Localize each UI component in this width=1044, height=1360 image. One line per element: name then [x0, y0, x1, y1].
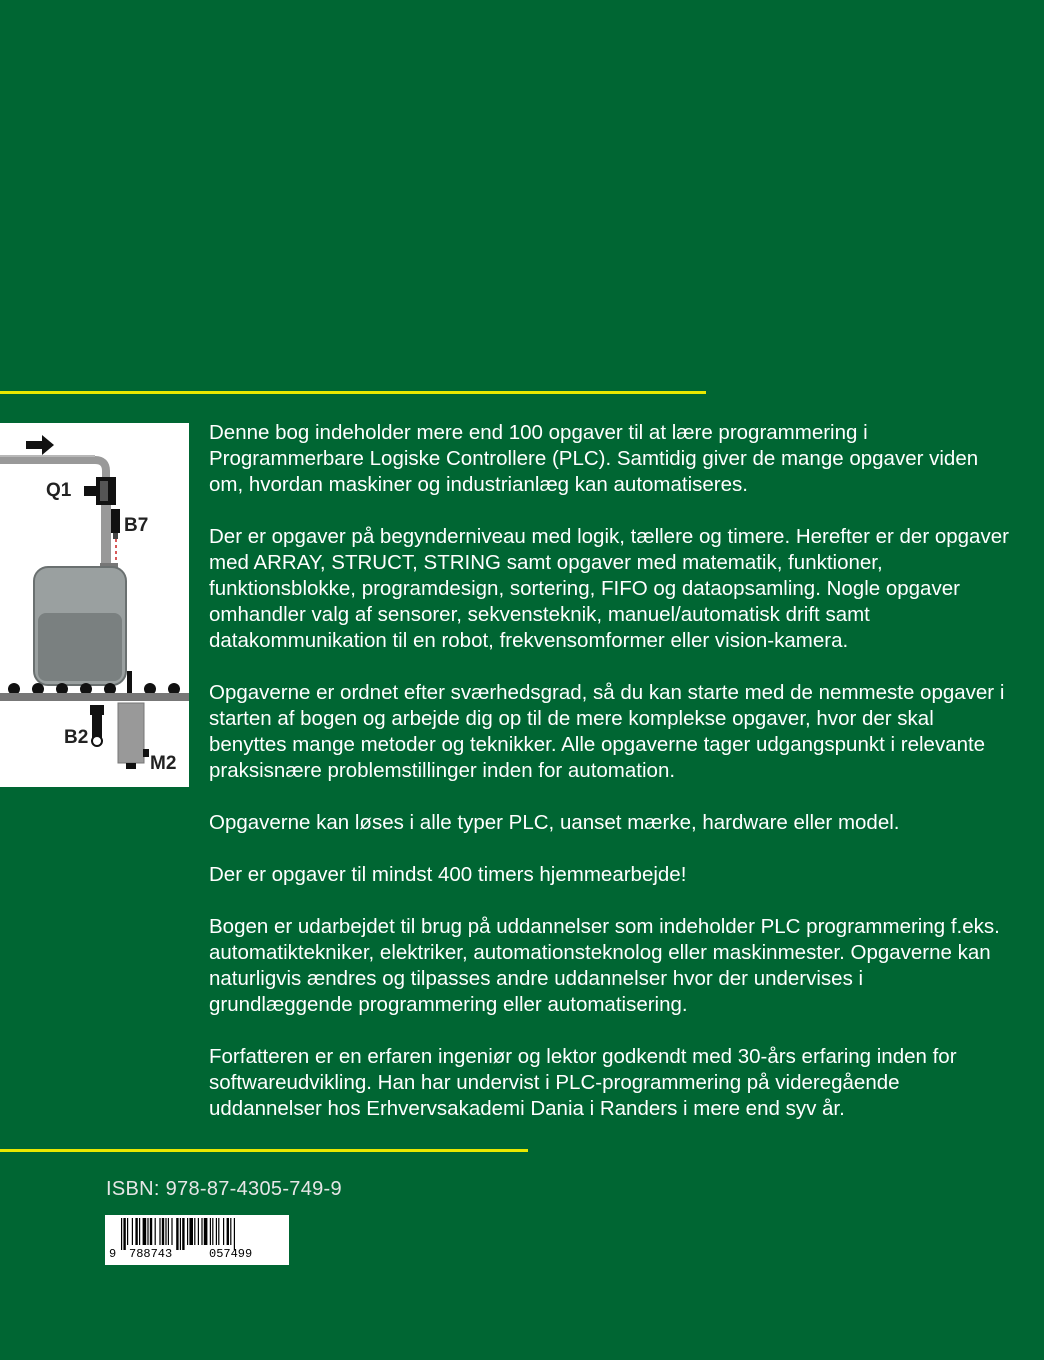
barcode-bar: [210, 1218, 211, 1245]
paragraph-plc-types: Opgaverne kan løses i alle typer PLC, uanset mærke, hardware eller model.: [209, 811, 900, 834]
paragraph-topics: Der er opgaver på begynderniveau med logik, tællere og timere. Herefter er der opgaver med ARRAY, STRUCT, STRING samt opgaver med matematik, funktioner, funktionsblokke, programdesign, sortering, FIFO og dataopsamling. Nogle opgaver omhandler valg af sensorer, sekvensteknik, manuel/automatisk drift samt datakommunikation til en robot, frekvensomformer eller vision-kamera.: [209, 525, 1009, 652]
barcode-bar: [123, 1218, 125, 1250]
barcode-bar: [121, 1218, 122, 1250]
barcode-bar: [155, 1218, 156, 1245]
barcode-bar: [165, 1218, 166, 1245]
filling-station-illustration: [0, 423, 189, 787]
barcode-digits-right: 057499: [209, 1247, 253, 1261]
barcode-bar: [223, 1218, 224, 1245]
barcode-bar: [159, 1218, 160, 1245]
barcode-bar: [171, 1218, 172, 1245]
barcode-bar: [147, 1218, 148, 1245]
barcode-bar: [234, 1218, 235, 1250]
barcode-bar: [143, 1218, 147, 1245]
barcode-bar: [176, 1218, 178, 1250]
flow-arrow-icon: [26, 435, 54, 455]
barcode-bar: [168, 1218, 169, 1245]
barcode-bar: [194, 1218, 195, 1245]
isbn-label: ISBN: 978-87-4305-749-9: [106, 1178, 342, 1200]
barcode-bar: [218, 1218, 219, 1245]
barcode-bar: [227, 1218, 229, 1245]
barcode-bar: [127, 1218, 128, 1245]
bottom-divider-line: [0, 1149, 528, 1152]
barcode-bar: [201, 1218, 202, 1245]
motor-m2: [118, 703, 149, 769]
back-cover-description: [209, 420, 1009, 1148]
liquid-canister: [34, 563, 126, 685]
paragraph-intro: Denne bog indeholder mere end 100 opgaver til at lære programmering i Programmerbare Logiske Controllere (PLC). Samtidig giver de mange opgaver viden om, hvordan maskiner og industrianlæg kan automatiseres.: [209, 421, 979, 496]
barcode-bar: [212, 1218, 213, 1245]
barcode-bar: [216, 1218, 217, 1245]
label-m2: M2: [150, 753, 177, 774]
paragraph-difficulty: Opgaverne er ordnet efter sværhedsgrad, så du kan starte med de nemmeste opgaver i starten af bogen og arbejde dig op til de mere komplekse opgaver, hvor der skal benyttes mange metoder og teknikker. Alle opgaverne tager udgangspunkt i relevante praksisnære problemstillinger inden for automation.: [209, 681, 1005, 782]
label-b7: B7: [124, 515, 149, 536]
barcode-digits-left: 788743: [129, 1247, 173, 1261]
barcode-bar: [198, 1218, 199, 1245]
paragraph-author: Forfatteren er en erfaren ingeniør og lektor godkendt med 30-års erfaring inden for softwareudvikling. Han har undervist i PLC-programmering på videregående uddannelser hos Erhvervsakademi Dania i Randers i mere end syv år.: [209, 1045, 957, 1120]
barcode-bar: [180, 1218, 181, 1250]
barcode-bar: [230, 1218, 231, 1245]
valve-q1: [84, 477, 116, 505]
barcode-bar: [135, 1218, 137, 1245]
paragraph-education: Bogen er udarbejdet til brug på uddannelser som indeholder PLC programmering f.eks. automatiktekniker, elektriker, automationsteknolog eller maskinmester. Opgaverne kan naturligvis ændres og tilpasses andre uddannelser hvor der undervises i grundlæggende programmering eller automatisering.: [209, 915, 1000, 1016]
label-q1: Q1: [46, 480, 72, 501]
paragraph-hours: Der er opgaver til mindst 400 timers hjemmearbejde!: [209, 863, 687, 886]
top-divider-line: [0, 391, 706, 394]
barcode-bar: [139, 1218, 140, 1245]
barcode-bar: [182, 1218, 184, 1250]
barcode-bar: [150, 1218, 152, 1245]
isbn-barcode: [105, 1215, 289, 1265]
barcode-digit-first: 9: [109, 1247, 117, 1261]
barcode-bar: [189, 1218, 193, 1245]
barcode-bar: [187, 1218, 188, 1245]
barcode-bar: [132, 1218, 133, 1245]
sensor-b2: [90, 705, 104, 746]
barcode-bar: [162, 1218, 164, 1245]
barcode-bar: [204, 1218, 208, 1245]
label-b2: B2: [64, 727, 89, 748]
